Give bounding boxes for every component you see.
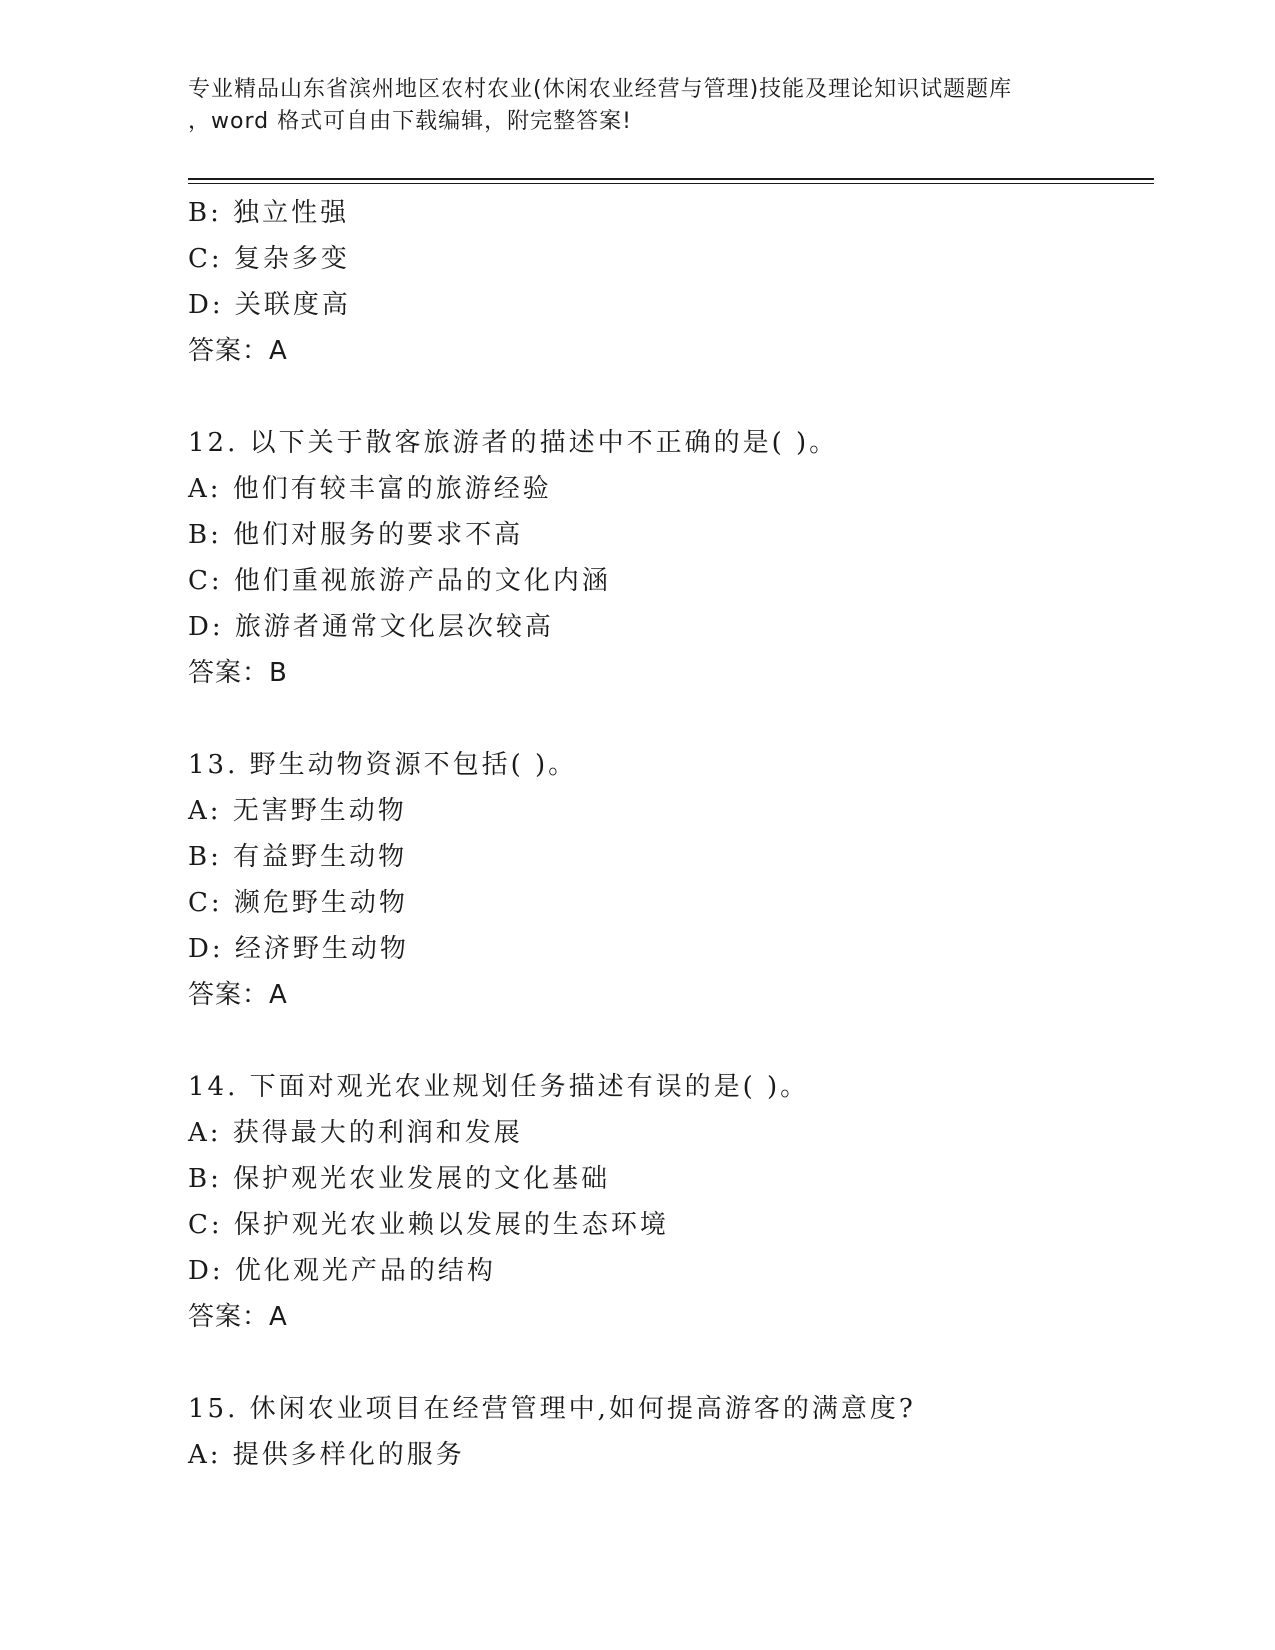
document-header (188, 74, 1148, 138)
question-stem: 14. 下面对观光农业规划任务描述有误的是( )。 (188, 1072, 810, 1102)
answer-line: 答案：B (188, 658, 288, 688)
question-stem: 12. 以下关于散客旅游者的描述中不正确的是( )。 (188, 428, 839, 458)
option-d: D: 关联度高 (188, 290, 351, 320)
option-d: D: 旅游者通常文化层次较高 (188, 612, 554, 642)
question-12 (188, 420, 1148, 696)
answer-line: 答案：A (188, 336, 288, 366)
option-c: C: 他们重视旅游产品的文化内涵 (188, 566, 611, 596)
question-stem: 13. 野生动物资源不包括( )。 (188, 750, 578, 780)
spacer (188, 1340, 1148, 1386)
option-a: A: 无害野生动物 (188, 796, 407, 826)
option-c: C: 保护观光农业赖以发展的生态环境 (188, 1210, 669, 1240)
option-b: B: 他们对服务的要求不高 (188, 520, 524, 550)
option-b: B: 保护观光农业发展的文化基础 (188, 1164, 611, 1194)
question-14 (188, 1064, 1148, 1340)
spacer (188, 1018, 1148, 1064)
question-15 (188, 1386, 1148, 1478)
spacer (188, 374, 1148, 420)
option-d: D: 优化观光产品的结构 (188, 1256, 496, 1286)
header-subtitle-line: ，word 格式可自由下载编辑，附完整答案! (188, 109, 632, 134)
option-b: B: 有益野生动物 (188, 842, 408, 872)
answer-line: 答案：A (188, 980, 288, 1010)
header-divider-thick (188, 178, 1154, 180)
option-c: C: 濒危野生动物 (188, 888, 408, 918)
header-title-line: 专业精品山东省滨州地区农村农业(休闲农业经营与管理)技能及理论知识试题题库 (188, 77, 1013, 102)
spacer (188, 696, 1148, 742)
header-divider-thin (188, 183, 1154, 184)
option-a: A: 获得最大的利润和发展 (188, 1118, 523, 1148)
question-stem: 15. 休闲农业项目在经营管理中,如何提高游客的满意度? (188, 1394, 916, 1424)
question-list (188, 190, 1148, 1478)
question-11-continued (188, 190, 1148, 374)
option-a: A: 他们有较丰富的旅游经验 (188, 474, 552, 504)
option-c: C: 复杂多变 (188, 244, 350, 274)
option-d: D: 经济野生动物 (188, 934, 409, 964)
question-13 (188, 742, 1148, 1018)
option-b: B: 独立性强 (188, 198, 350, 228)
option-a: A: 提供多样化的服务 (188, 1440, 465, 1470)
answer-line: 答案：A (188, 1302, 288, 1332)
